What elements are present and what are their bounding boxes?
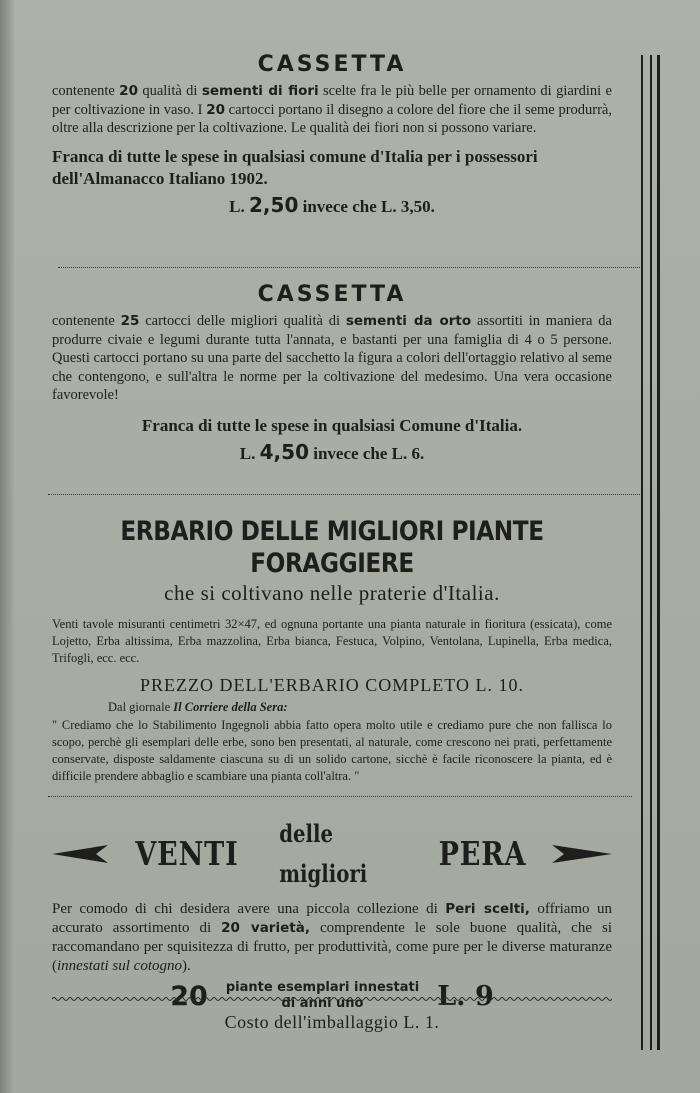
title-delle: delle migliori (279, 819, 368, 888)
cassetta-orto-offer: Franca di tutte le spese in qualsiasi Comune d'Italia. (141, 415, 523, 435)
sementi-orto: sementi da orto (345, 313, 472, 329)
title-venti: VENTI (135, 834, 239, 873)
count-20: 20 (119, 83, 138, 99)
sementi-fiori: sementi di fiori (201, 83, 319, 99)
arrow-left-icon (52, 845, 108, 863)
text: scelte fra le più belle per ornamento di giardini e per coltivazione in vaso. I (52, 83, 612, 118)
cassetta-orto-section (52, 282, 612, 465)
erbario-title: ERBARIO DELLE MIGLIORI PIANTE FORAGGIERE (120, 516, 544, 579)
quote-source (52, 700, 612, 715)
arrow-right-icon (552, 845, 612, 863)
page-edge-shadow (0, 0, 14, 1093)
pera-section (52, 814, 612, 1012)
vertical-rule (650, 55, 652, 1050)
cassetta-fiori-section (52, 52, 612, 218)
text: piante esemplari innestati (225, 980, 420, 995)
vertical-rule (657, 55, 660, 1050)
price-value: L. 9 (437, 980, 494, 1012)
text: qualità di (137, 83, 202, 99)
costo-imballaggio: Costo dell'imballaggio L. 1. (224, 1012, 440, 1032)
wavy-separator (52, 995, 612, 1003)
price-value: 4,50 (259, 439, 309, 464)
text: L. (229, 196, 250, 216)
cassetta-orto-description (52, 312, 612, 405)
text: invece che L. 6. (309, 443, 425, 463)
erbario-price: PREZZO DELL'ERBARIO COMPLETO L. 10. (140, 675, 524, 695)
cassetta-fiori-description (52, 82, 612, 138)
text: cartocci portano il disegno a colore del fiore che il seme produrrà, oltre alla descrizione per la coltivazione. Le qualità dei fiori non si possono variare. (52, 101, 612, 136)
cassetta-orto-price (52, 441, 612, 465)
text: contenente (52, 83, 120, 99)
text: assortiti in maniera da produrre civaie e legumi durante tutta l'annata, e bastanti per una famiglia di 4 o 5 persone. Questi cartocci portano su una parte del sacchetto la figura a colori dell'ortaggio relativo al seme che contengono, e sull'altra le norme per la coltivazione del medesimo. Una vera occasione favorevole! (52, 313, 612, 403)
erbario-section (52, 516, 612, 785)
text: Dal giornale (108, 700, 174, 714)
pera-title (52, 814, 612, 894)
title-pera: PERA (438, 834, 527, 873)
erbario-description: Venti tavole misuranti centimetri 32×47, ed ognuna portante una pianta naturale in fioritura (essicata), come Lojetto, Erba altissima, Erba mazzolina, Erba bianca, Festuca, Volpino, Ventolana, Lupinella, Erba medica, Trifogli, ecc. ecc. (52, 617, 612, 665)
dotted-separator (58, 267, 640, 268)
dotted-separator (48, 796, 632, 797)
price-count: 20 (170, 980, 208, 1012)
innestati: innestati sul cotogno (57, 958, 182, 974)
pera-description (52, 900, 612, 976)
text: Per comodo di chi desidera avere una piccola collezione di (52, 901, 446, 917)
vertical-rule (641, 55, 643, 1050)
text: cartocci delle migliori qualità di (139, 313, 346, 329)
count-25: 25 (120, 313, 140, 329)
varieta: 20 varietà, (221, 920, 310, 936)
text: ). (182, 958, 191, 974)
cassetta-orto-title: CASSETTA (257, 282, 407, 307)
cassetta-fiori-title: CASSETTA (257, 52, 407, 77)
text: contenente (52, 313, 121, 329)
erbario-quote: " Crediamo che lo Stabilimento Ingegnoli abbia fatto opera molto utile e crediamo pure che non fallisca lo scopo, perchè gli esemplari delle erbe, sono ben presentati, al naturale, come crescono nei prati, perfettamente conservate, disposte saldamente ciascuna su di un solido cartone, sicchè è facile riconoscere la pianta, ed è difficile prendere abbaglio e scambiare una pianta coll'altra. " (52, 718, 612, 783)
text: offriamo un accurato assortimento di (52, 901, 612, 936)
newspaper-name: Il Corriere della Sera: (173, 700, 288, 714)
text: L. (239, 443, 260, 463)
erbario-subtitle: che si coltivano nelle praterie d'Italia. (164, 581, 500, 605)
cassetta-fiori-offer: Franca di tutte le spese in qualsiasi comune d'Italia per i possessori dell'Almanacco Italiano 1902. (52, 146, 538, 188)
dotted-separator (48, 494, 640, 495)
price-value: 2,50 (249, 192, 299, 217)
text: di anni uno (281, 996, 364, 1011)
text: invece che L. 3,50. (298, 196, 435, 216)
text: comprendente le sole buone qualità, che si raccomandano per squisitezza di frutto, per produttività, come pure per le diverse maturanze ( (52, 920, 613, 974)
cassetta-fiori-price (52, 194, 612, 218)
peri-scelti: Peri scelti, (445, 901, 530, 917)
count-20: 20 (206, 101, 225, 118)
